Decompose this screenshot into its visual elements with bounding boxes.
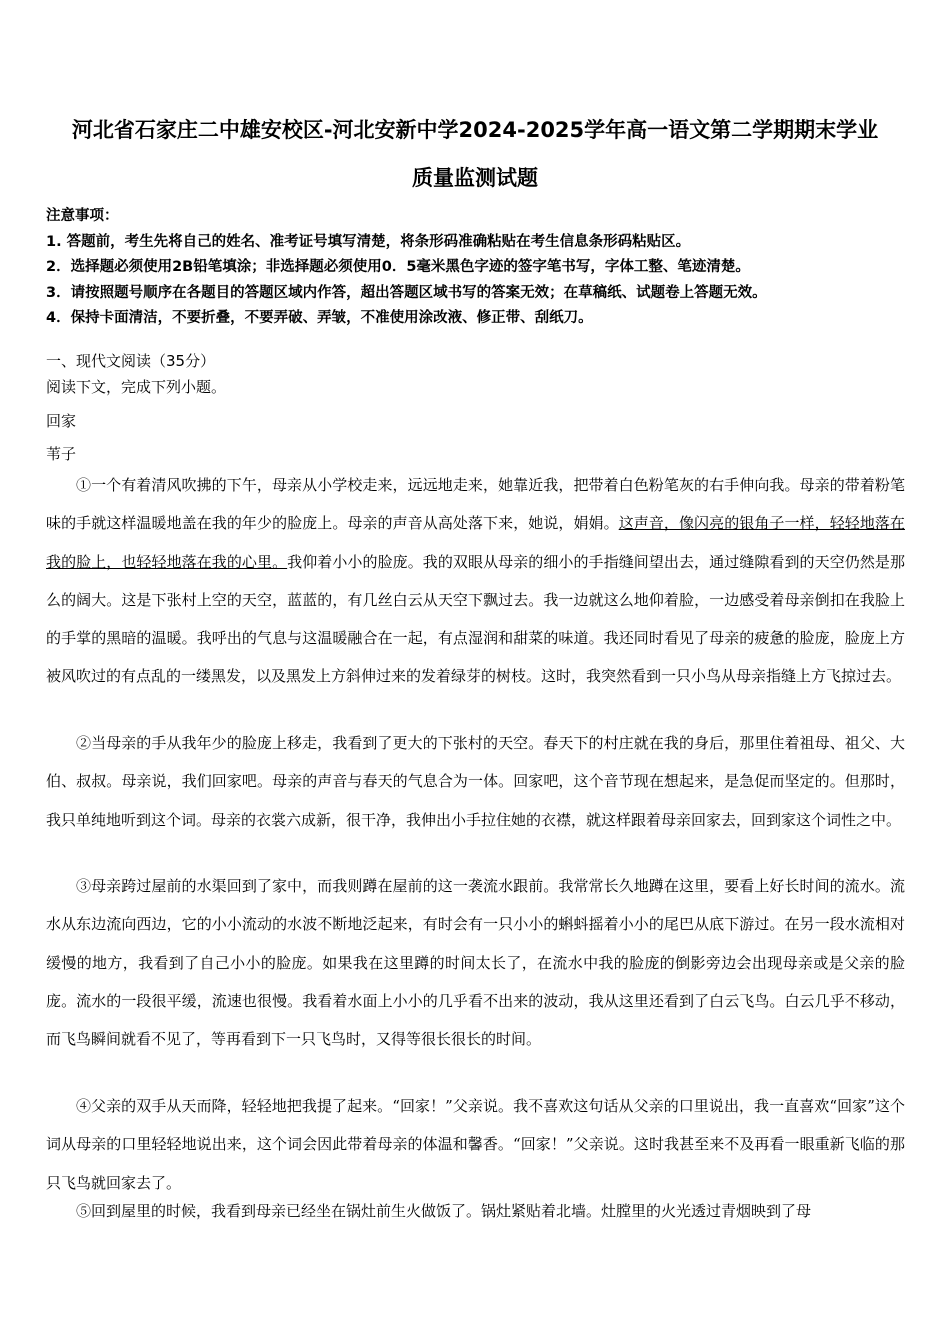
paragraph-1-text-a: ①一个有着清风吹拂的下午，母亲从小学校走来，远远地走来，她靠近我，把带着白色粉笔灰的右手伸向我。母亲的带着粉笔味的手就这样温暖地盖在我的年少的脸庞上。母亲的声音从高处落下来，她说，娟娟。: [46, 476, 905, 533]
passage-title: 回家: [46, 412, 77, 430]
section-heading: 一、现代文阅读（35分）: [46, 352, 216, 370]
passage-author: 苇子: [46, 445, 77, 463]
paragraph-4: ④父亲的双手从天而降，轻轻地把我提了起来。“回家！”父亲说。我不喜欢这句话从父亲的口里说出，我一直喜欢“回家”这个词从母亲的口里轻轻地说出来，这个词会因此带着母亲的体温和馨香。“回家！”父亲说。这时我甚至来不及再看一眼重新飞临的那只飞鸟就回家去了。: [46, 1097, 905, 1192]
note-item: 1. 答题前，考生先将自己的姓名、准考证号填写清楚，将条形码准确粘贴在考生信息条形码粘贴区。: [46, 233, 691, 250]
paragraph-3: ③母亲跨过屋前的水渠回到了家中，而我则蹲在屋前的这一袭流水跟前。我常常长久地蹲在这里，要看上好长时间的流水。流水从东边流向西边，它的小小流动的水波不断地泛起来，有时会有一只小小的蝌蚪摇着小小的尾巴从底下游过。在另一段水流相对缓慢的地方，我看到了自己小小的脸庞。如果我在这里蹲的时间太长了，在流水中我的脸庞的倒影旁边会出现母亲或是父亲的脸庞。流水的一段很平缓，流速也很慢。我看着水面上小小的几乎看不出来的波动，我从这里还看到了白云飞鸟。白云几乎不移动，而飞鸟瞬间就看不见了，等再看到下一只飞鸟时，又得等很长很长的时间。: [46, 877, 905, 1049]
note-item: 3．请按照题号顺序在各题目的答题区域内作答，超出答题区域书写的答案无效；在草稿纸、试题卷上答题无效。: [46, 284, 767, 301]
exam-title-line-1: 河北省石家庄二中雄安校区-河北安新中学2024-2025学年高一语文第二学期期末学业: [71, 118, 879, 142]
notes-block: [46, 204, 906, 332]
paragraph-1-text-b: 我仰着小小的脸庞。我的双眼从母亲的细小的手指缝间望出去，通过缝隙看到的天空仍然是那么的阔大。这是下张村上空的天空，蓝蓝的，有几丝白云从天空下飘过去。我一边就这么地仰着脸，一边感受着母亲倒扣在我脸上的手掌的黑暗的温暖。我呼出的气息与这温暖融合在一起，有点湿润和甜菜的味道。我还同时看见了母亲的疲惫的脸庞，脸庞上方被风吹过的有点乱的一缕黑发，以及黑发上方斜伸过来的发着绿芽的树枝。这时，我突然看到一只小鸟从母亲指缝上方飞掠过去。: [46, 552, 905, 686]
note-item: 2．选择题必须使用2B铅笔填涂；非选择题必须使用0．5毫米黑色字迹的签字笔书写，字体工整、笔迹清楚。: [46, 259, 750, 275]
paragraph-5: ⑤回到屋里的时候，我看到母亲已经坐在锅灶前生火做饭了。锅灶紧贴着北墙。灶膛里的火光透过青烟映到了母: [76, 1202, 812, 1220]
underlined-sentence: 这声音，像闪亮的银角子一样，轻轻地落在我的脸上，也轻轻地落在我的心里。: [46, 514, 905, 571]
notes-heading: 注意事项：: [46, 208, 119, 224]
reading-instruction: 阅读下文，完成下列小题。: [46, 378, 227, 396]
paragraph-1: [46, 466, 905, 696]
paragraph-2: ②当母亲的手从我年少的脸庞上移走，我看到了更大的下张村的天空。春天下的村庄就在我的身后，那里住着祖母、祖父、大伯、叔叔。母亲说，我们回家吧。母亲的声音与春天的气息合为一体。回家吧，这个音节现在想起来，是急促而坚定的。但那时，我只单纯地听到这个词。母亲的衣裳六成新，很干净，我伸出小手拉住她的衣襟，就这样跟着母亲回家去，回到家这个词性之中。: [46, 734, 905, 829]
note-item: 4．保持卡面清洁，不要折叠，不要弄破、弄皱，不准使用涂改液、修正带、刮纸刀。: [46, 310, 593, 326]
exam-title-line-2: 质量监测试题: [412, 166, 538, 190]
